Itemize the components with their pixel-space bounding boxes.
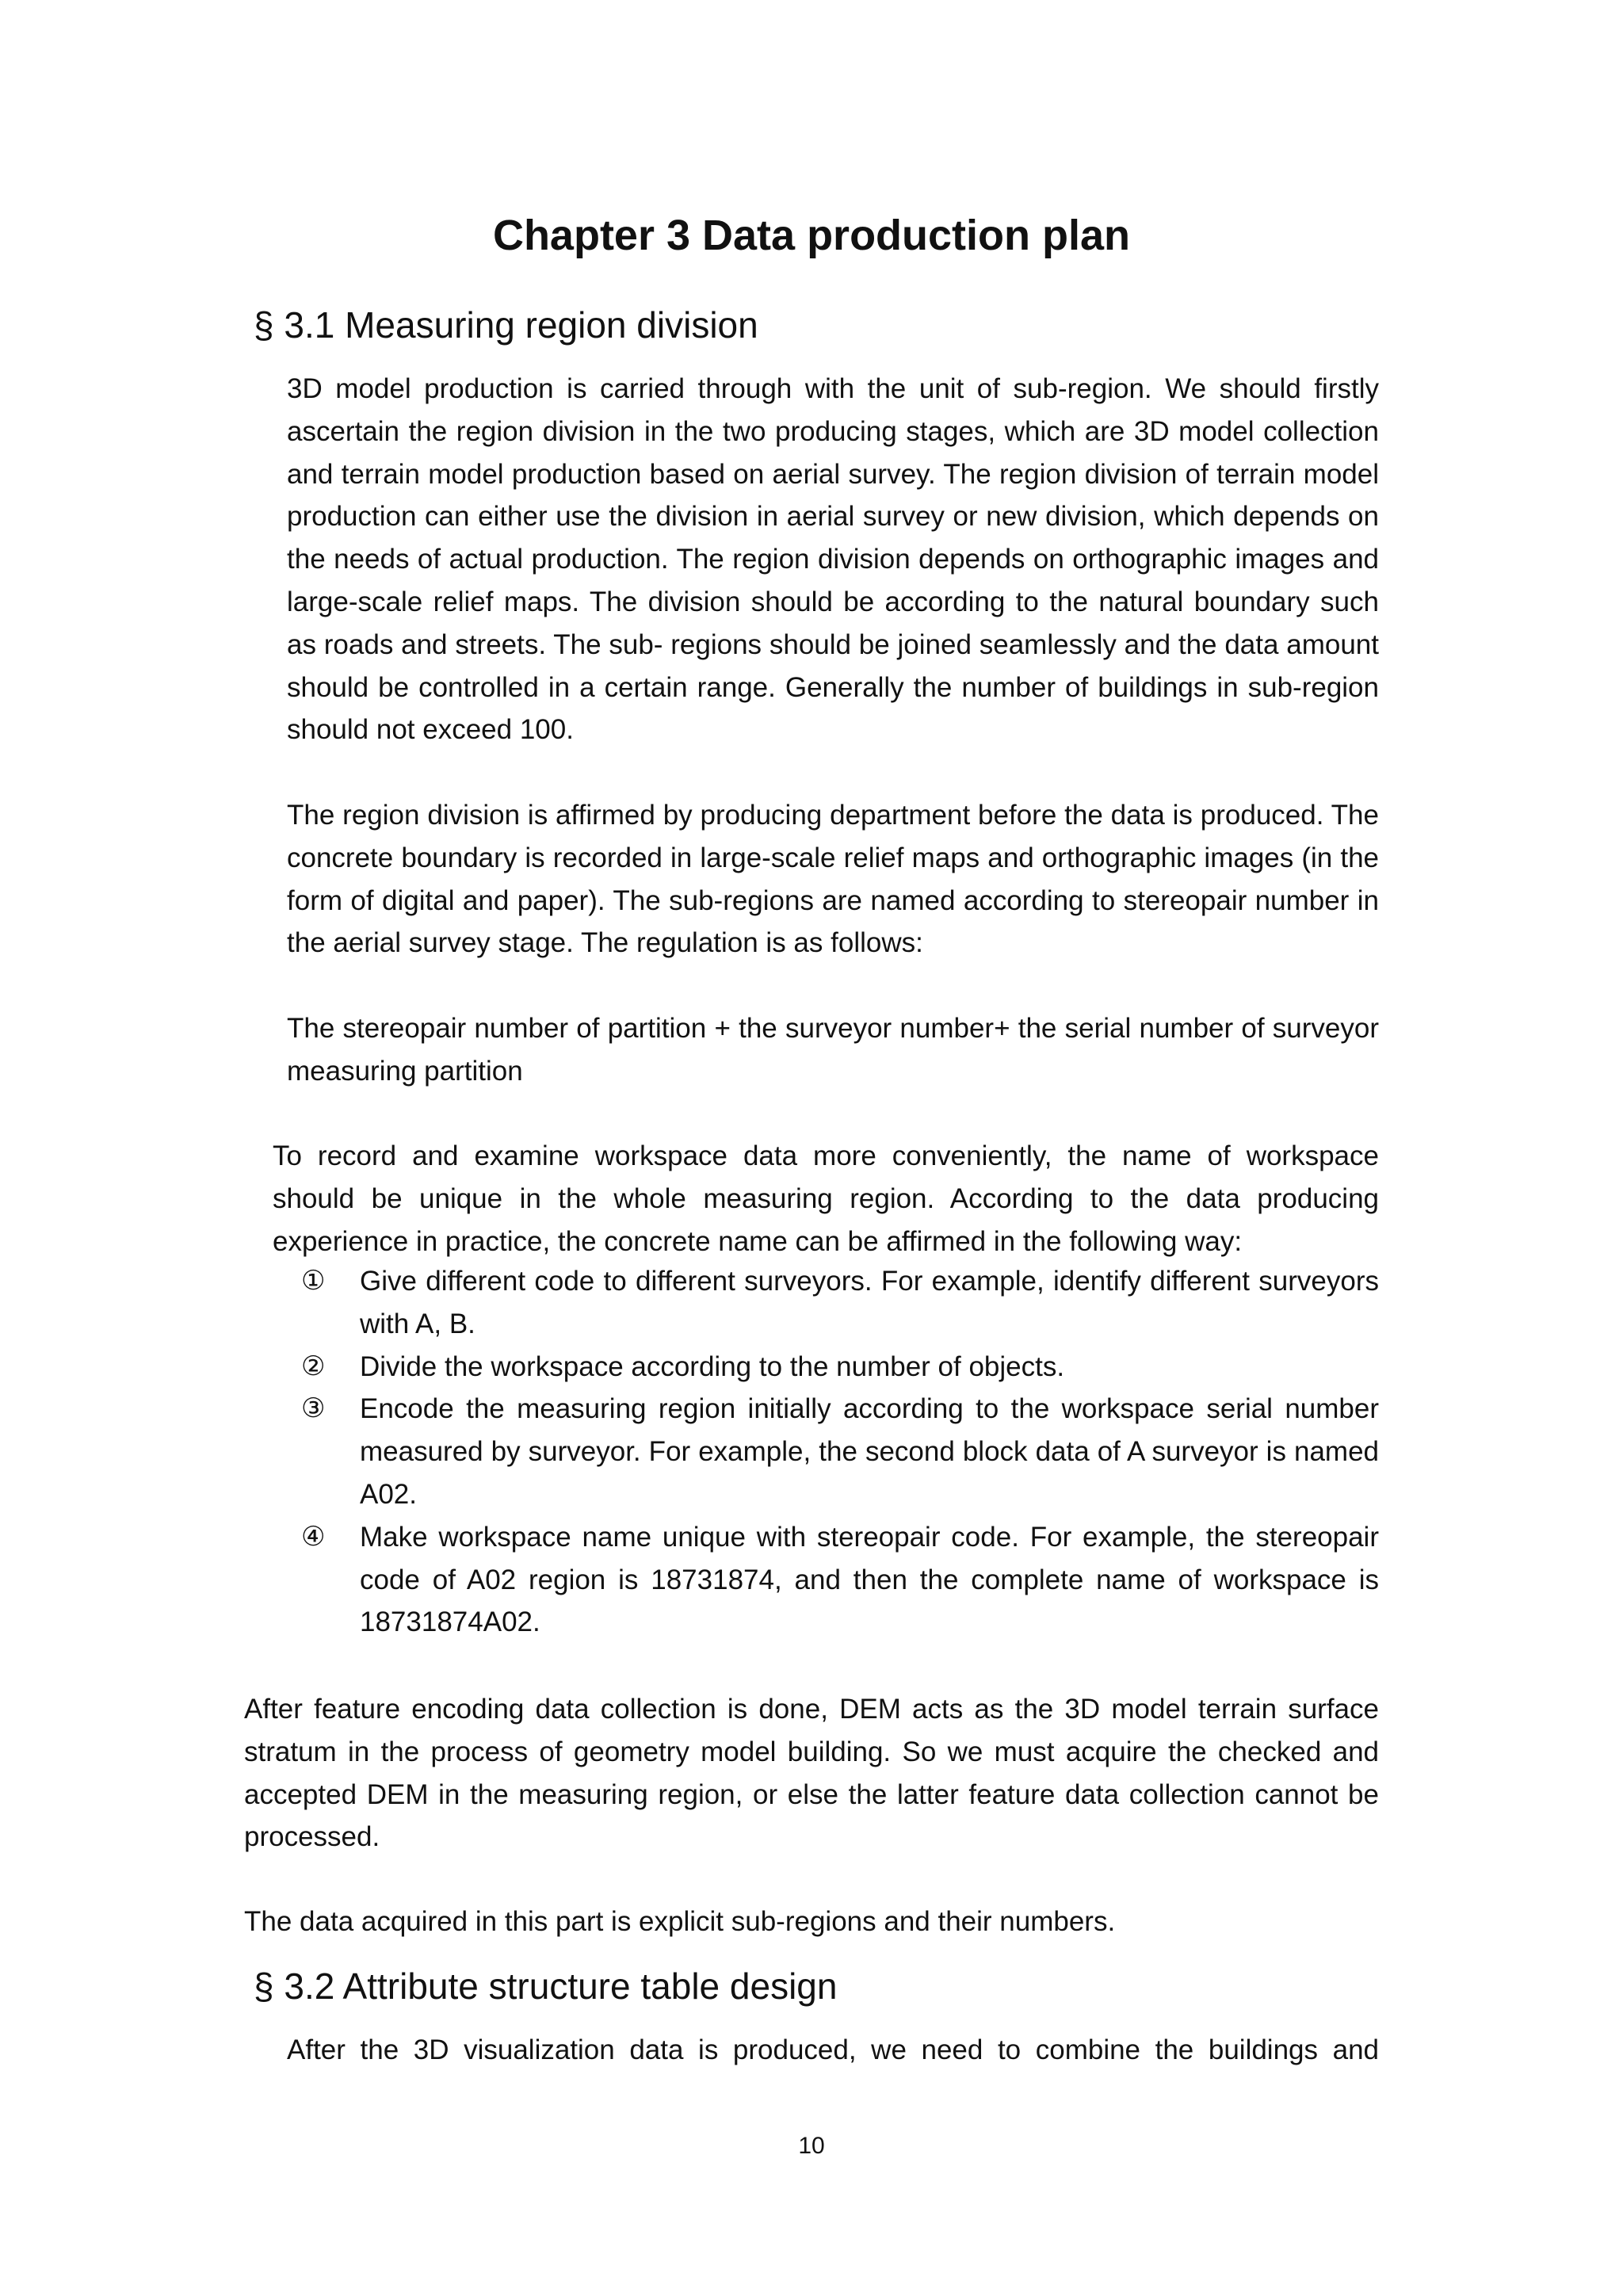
list-marker: ④ <box>301 1520 326 1553</box>
list-marker: ② <box>301 1350 326 1382</box>
list-item-text: Divide the workspace according to the number of objects. <box>360 1350 1065 1382</box>
paragraph-dem-collection: After feature encoding data collection is done, DEM acts as the 3D model terrain surface stratum in the process of geometry model building. So we must acquire the checked and accepted DEM in the measuring region, or else the latter feature data collection cannot be processed. <box>244 1694 1379 1853</box>
paragraph-workspace-naming: To record and examine workspace data more conveniently, the name of workspace should be unique in the whole measuring region. According to the data producing experience in practice, the concrete name can be affirmed in the following way: <box>273 1140 1379 1257</box>
page-number: 10 <box>798 2133 825 2159</box>
chapter-title: Chapter 3 Data production plan <box>492 212 1131 259</box>
paragraph-naming-regulation: The stereopair number of partition + the surveyor number+ the serial number of surveyor measuring partition <box>287 1013 1379 1087</box>
list-item-text: Encode the measuring region initially according to the workspace serial number measured by surveyor. For example, the second block data of A surveyor is named A02. <box>360 1393 1379 1510</box>
section-heading-3-2: § 3.2 Attribute structure table design <box>254 1966 838 2007</box>
paragraph-affirmed-division: The region division is affirmed by producing department before the data is produced. The concrete boundary is recorded in large-scale relief maps and orthographic images (in the form of digital and paper). The sub-regions are named according to stereopair number in the aerial survey stage. The regulation is as follows: <box>287 800 1379 959</box>
paragraph-acquired-data: The data acquired in this part is explicit sub-regions and their numbers. <box>244 1906 1116 1937</box>
list-item <box>301 1346 1379 1389</box>
paragraph-region-division: 3D model production is carried through with the unit of sub-region. We should firstly ascertain the region division in the two producing stages, which are 3D model collection and terrain model production based on aerial survey. The region division of terrain model production can either use the division in aerial survey or new division, which depends on the needs of actual production. The region division depends on orthographic images and large-scale relief maps. The division should be according to the natural boundary such as roads and streets. The sub- regions should be joined seamlessly and the data amount should be controlled in a certain range. Generally the number of buildings in sub-region should not exceed 100. <box>287 373 1379 746</box>
list-item <box>301 1388 1379 1515</box>
list-item-text: Give different code to different surveyors. For example, identify different surveyors with A, B. <box>360 1266 1379 1339</box>
list-marker: ③ <box>301 1392 326 1425</box>
list-item-text: Make workspace name unique with stereopair code. For example, the stereopair code of A02 region is 18731874, and then the complete name of workspace is 18731874A02. <box>360 1521 1379 1638</box>
section-heading-3-1: § 3.1 Measuring region division <box>254 304 758 346</box>
naming-rules-list <box>301 1260 1379 1644</box>
list-marker: ① <box>301 1265 326 1297</box>
list-item <box>301 1516 1379 1644</box>
paragraph-attribute-design: After the 3D visualization data is produced, we need to combine the buildings and <box>287 2034 1379 2065</box>
list-item <box>301 1260 1379 1346</box>
